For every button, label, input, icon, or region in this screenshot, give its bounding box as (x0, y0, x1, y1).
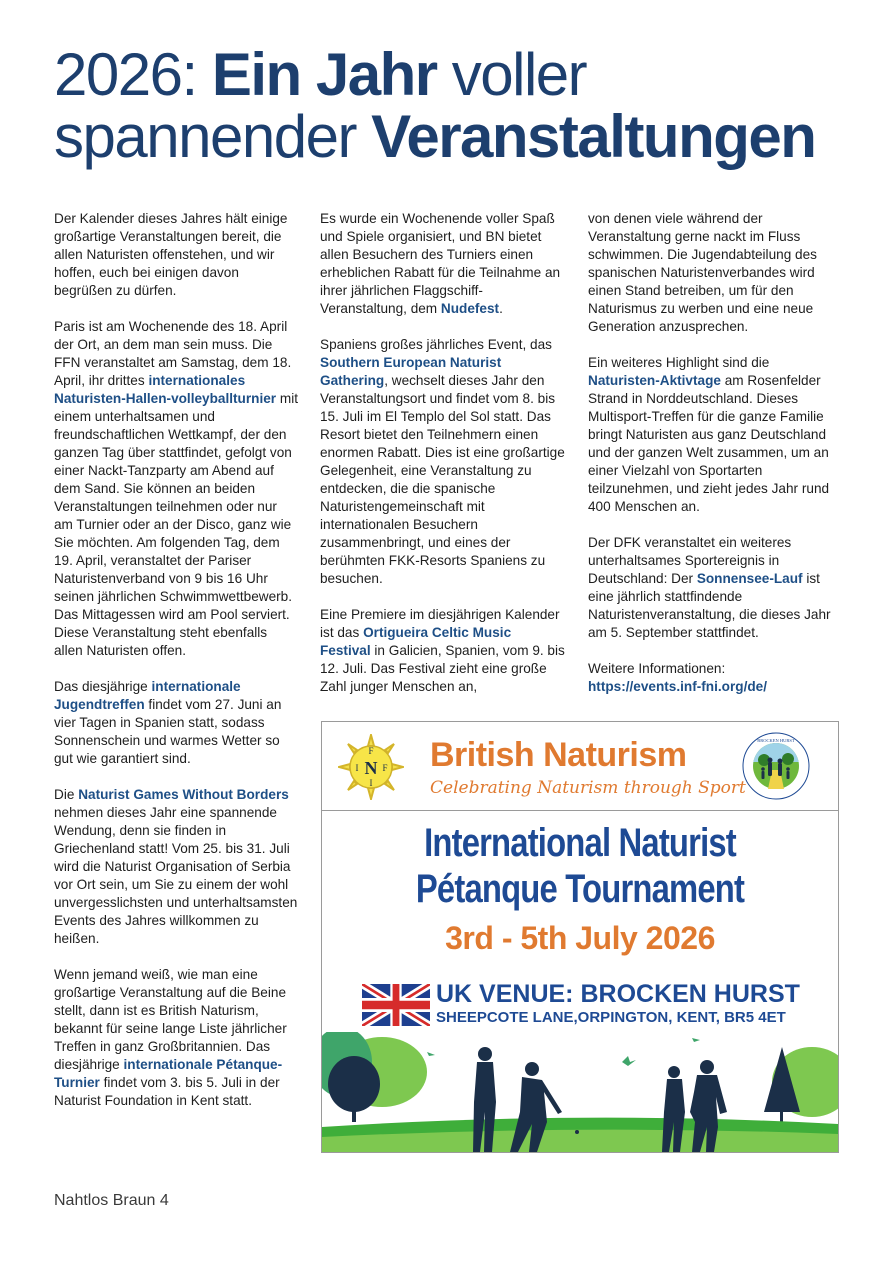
paragraph-youth (54, 678, 299, 768)
paragraph-more-info (588, 660, 843, 696)
text: . (499, 301, 503, 316)
title-light-2: spannender (54, 103, 372, 170)
birds (427, 1038, 700, 1066)
text: findet vom 27. Juni an vier Tagen in Spanien statt, sodass Sonnenschein und warmes Wetter so gut wie garantiert sind. (54, 697, 282, 766)
event-link-volleyball[interactable]: internationales Naturisten-Hallen-volleyballturnier (54, 373, 277, 406)
text: nehmen dieses Jahr eine spannende Wendung, denn sie finden in Griechenland statt! Vom 25. bis 31. Juli wird die Naturist Organisation of Serbia vor Ort sein, um Sie zu einem der wohl unvergesslichsten und unterhaltsamsten Events des Jahres willkommen zu heißen. (54, 805, 298, 946)
title-year: 2026: (54, 41, 212, 108)
title-line-2 (54, 103, 874, 170)
paragraph-british-naturism (54, 966, 299, 1110)
paragraph-sonnensee (588, 534, 843, 642)
poster-header (322, 722, 838, 811)
event-dates: 3rd - 5th July 2026 (445, 920, 715, 956)
paragraph-games (54, 786, 299, 948)
paragraph-ortigueira (320, 606, 565, 696)
inf-logo-letter-top: F (368, 746, 374, 756)
text: Spaniens großes jährliches Event, das (320, 337, 552, 352)
event-link-youth-meeting[interactable]: internationale Jugendtreffen (54, 679, 241, 712)
page-footer: Nahtlos Braun 4 (54, 1192, 169, 1209)
event-link-games-without-borders[interactable]: Naturist Games Without Borders (78, 787, 289, 802)
event-title-line-1: International Naturist (424, 821, 736, 865)
inf-logo-letter-right: F (382, 763, 388, 773)
paragraph-festival-cont: von denen viele während der Veranstaltung gerne nackt im Fluss schwimmen. Die Jugendabteilung des spanischen Naturistenverbandes wird einen Stand betreiben, um für den Naturismus zu werben und eine neue Generation anzusprechen. (588, 211, 817, 334)
event-venue: UK VENUE: BROCKEN HURST (436, 980, 800, 1008)
page-title (54, 41, 874, 170)
more-info-link[interactable]: https://events.inf-fni.org/de/ (588, 679, 767, 694)
trees-right (764, 1047, 838, 1127)
org-tagline: Celebrating Naturism through Sport (430, 778, 746, 798)
event-link-ortigueira-festival[interactable]: Ortigueira Celtic Music Festival (320, 625, 512, 658)
trees-left (322, 1032, 427, 1122)
event-link-petanque[interactable]: internationale Pétanque-Turnier (54, 1057, 283, 1090)
article-column-1 (54, 210, 299, 1128)
paragraph-paris (54, 318, 299, 660)
title-light-1: voller (436, 41, 587, 108)
text: in Galicien, Spanien, vom 9. bis 12. Juli. Das Festival zieht eine große Zahl junger Menschen an, (320, 643, 565, 694)
text: Der DFK veranstaltet ein weiteres unterhaltsames Sportereignis in Deutschland: Der (588, 535, 792, 586)
text: Paris ist am Wochenende des 18. April der Ort, an dem man sein muss. Die FFN veranstaltet am Samstag, dem 18. April, ihr drittes (54, 319, 292, 388)
event-link-southern-european-gathering[interactable]: Southern European Naturist Gathering (320, 355, 502, 388)
paragraph-nudefest (320, 210, 565, 318)
uk-flag-icon (362, 984, 430, 1026)
inf-logo-letter-bottom: I (369, 778, 373, 788)
text: Wenn jemand weiß, wie man eine großartige Veranstaltung auf die Beine stellt, dann ist es British Naturism, bekannt für seine lange Liste jährlicher Treffen in ganz Großbritannien. Das diesjährige (54, 967, 287, 1072)
title-bold-1: Ein Jahr (211, 41, 437, 108)
text: Eine Premiere im diesjährigen Kalender ist das (320, 607, 560, 640)
event-link-aktivtage[interactable]: Naturisten-Aktivtage (588, 373, 721, 388)
title-line-1 (54, 41, 874, 108)
inf-logo-letter-left: I (355, 763, 359, 773)
text: Das diesjährige (54, 679, 152, 694)
org-name: British Naturism (430, 736, 687, 774)
text: mit einem unterhaltsamen und freundschaftlichen Wettkampf, der den ganzen Tag über stattfindet, gefolgt von einer Nackt-Tanzparty am Abend auf dem Sand. Sie können an beiden Veranstaltungen teilnehmen oder nur am Turnier oder an der Disco, ganz wie Sie möchten. Am folgenden Tag, dem 19. April, veranstaltet der Pariser Naturistenverband von 9 bis 16 Uhr seinen jährlichen Schwimmwettbewerb. Das Mittagessen wird am Pool serviert. Diese Veranstaltung steht ebenfalls allen Naturisten offen. (54, 391, 298, 658)
article-column-2 (320, 210, 565, 714)
paragraph-intro: Der Kalender dieses Jahres hält einige großartige Veranstaltungen bereit, die allen Naturisten offenstehen, und wir hoffen, euch bei einigen davon begrüßen zu dürfen. (54, 211, 288, 298)
text: Die (54, 787, 79, 802)
text: ist eine jährlich stattfindende Naturistenveranstaltung, die dieses Jahr am 5. September stattfindet. (588, 571, 831, 640)
inf-logo-letter-center: N (364, 758, 378, 778)
park-scene-illustration (322, 1032, 838, 1152)
article-column-3 (588, 210, 843, 714)
event-link-sonnensee-lauf[interactable]: Sonnensee-Lauf (696, 571, 803, 586)
text: findet vom 3. bis 5. Juli in der Naturist Foundation in Kent statt. (54, 1075, 280, 1108)
text: Ein weiteres Highlight sind die (588, 355, 770, 370)
text: , wechselt dieses Jahr den Veranstaltungsort und findet vom 8. bis 15. Juli im El Templo del Sol statt. Das Resort bietet den Teilnehmern einen enormen Rabatt. Dies ist eine großartige Gelegenheit, eine Veranstaltung zu entdecken, die die spanische Naturistengemeinschaft mit internationalen Besuchern zusammenbringt, und eines der berühmten FKK-Resorts Spaniens zu besuchen. (320, 373, 565, 586)
paragraph-aktivtage (588, 354, 843, 516)
event-link-nudefest[interactable]: Nudefest (440, 301, 500, 316)
text: Es wurde ein Wochenende voller Spaß und Spiele organisiert, und BN bietet allen Besuchern des Turniers einen erheblichen Rabatt für die Teilnahme an ihrer jährlichen Flaggschiff-Veranstaltung, dem (320, 211, 561, 316)
event-title-line-2: Pétanque Tournament (415, 867, 745, 911)
more-info-label: Weitere Informationen: (588, 661, 726, 676)
text: am Rosenfelder Strand in Norddeutschland. Dieses Multisport-Treffen für die ganze Familie bringt Naturisten aus ganz Deutschland und der ganzen Welt zusammen, um an einer Vielzahl von Sportarten teilzunehmen, und zieht jedes Jahr rund 400 Menschen an. (588, 373, 830, 514)
event-address: SHEEPCOTE LANE,ORPINGTON, KENT, BR5 4ET (436, 1009, 786, 1026)
tournament-poster (321, 721, 839, 1153)
inf-fni-sun-logo-icon (338, 734, 404, 800)
title-bold-2: Veranstaltungen (371, 103, 816, 170)
paragraph-spain (320, 336, 565, 588)
brocken-hurst-badge-icon (742, 732, 810, 800)
svg-text:BROCKEN HURST: BROCKEN HURST (757, 738, 795, 743)
